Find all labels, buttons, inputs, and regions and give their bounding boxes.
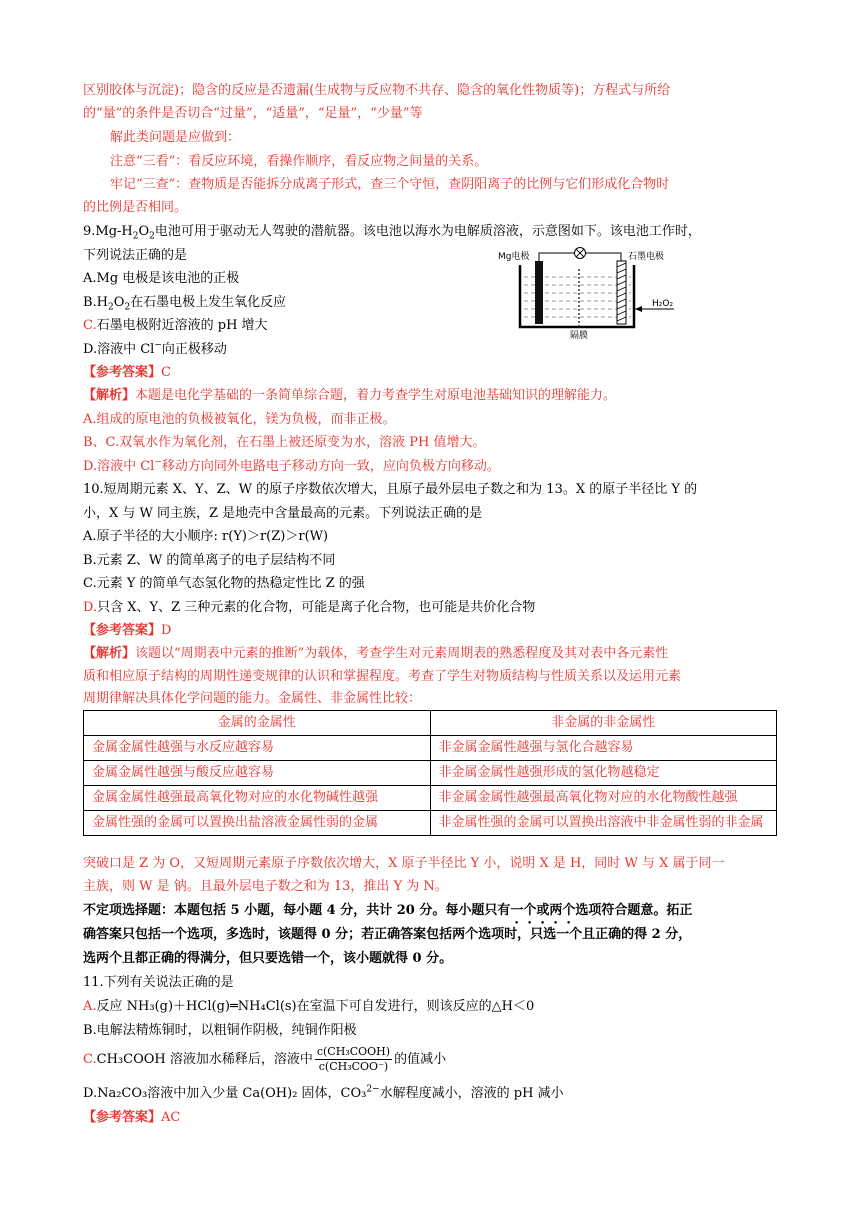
q9-answer: 【参考答案】C (83, 365, 171, 380)
q11-answer: 【参考答案】AC (83, 1110, 181, 1125)
table-row (84, 736, 777, 761)
intro-line-2: 的“量”的条件是否切合“过量”，“适量”，“足量”，“少量”等 (83, 106, 423, 121)
q10-answer: 【参考答案】D (83, 623, 172, 638)
q10-explanation-line-1: 【解析】该题以“周期表中元素的推断”为载体，考查学生对元素周期表的熟悉程度及其对表中各元素性 (83, 646, 669, 661)
q9-option-b: $B.H_2O_2$在石墨电极上发生氧化反应 (83, 295, 287, 313)
q9-explanation-d: D.溶液中 Cl−移动方向同外电路电子移动方向一致，应向负极方向移动。 (83, 457, 500, 474)
membrane-label: 隔膜 (570, 331, 589, 339)
graphite-electrode-label: 石墨电极 (628, 252, 665, 262)
q9-stem-line-2: 下列说法正确的是 (83, 248, 188, 263)
table-cell: 金属金属性越强与酸反应越容易 (84, 761, 431, 786)
intro-line-5: 牢记“三查”：查物质是否能拆分成离子形式，查三个守恒，查阴阳离子的比例与它们形成化合物时 (110, 177, 670, 192)
q9-option-a: A.Mg 电极是该电池的正极 (83, 271, 240, 286)
q10-option-c: C.元素 Y 的简单气态氢化物的热稳定性比 Z 的强 (83, 576, 365, 591)
q10-option-d: D.只含 X、Y、Z 三种元素的化合物，可能是离子化合物，也可能是共价化合物 (83, 600, 536, 615)
q10-stem-line-1: 10.短周期元素 X、Y、Z、W 的原子序数依次增大，且原子最外层电子数之和为 13。X 的原子半径比 Y 的 (83, 482, 698, 497)
battery-diagram (494, 247, 690, 339)
q11-option-a: A.反应 NH₃(g)＋HCl(g)═NH₄Cl(s)在室温下可自发进行，则该反应的△H＜0 (83, 999, 535, 1014)
table-row (84, 761, 777, 786)
q10-breakthrough-line-2: 主族，则 W 是 钠。且最外层电子数之和为 13，推出 Y 为 N。 (83, 879, 448, 894)
q10-option-b: B.元素 Z、W 的简单离子的电子层结构不同 (83, 553, 336, 568)
table-cell: 非金属金属性越强与氢化合越容易 (430, 736, 777, 761)
q11-option-c: C.CH₃COOH 溶液加水稀释后，溶液中 $\frac{\text{c(CH₃COOH)}}{\text{c(CH₃COO⁻)}}$ 的值减小 (83, 1045, 447, 1073)
external-wire (539, 253, 574, 261)
table-header-metal: 金属的金属性 (84, 711, 431, 736)
section-instructions-line-1: 不定项选择题：本题包括 5 小题，每小题 4 分，共计 20 分。每小题只有一个或两个选项符合题意。拓正 (83, 903, 693, 918)
q11-option-b: B.电解法精炼铜时，以粗铜作阴极，纯铜作阳极 (83, 1023, 357, 1038)
intro-line-3: 解此类问题是应做到： (110, 130, 241, 145)
q11-option-d: D.Na₂CO₃溶液中加入少量 Ca(OH)₂ 固体，CO₃$^{2-}$水解程度减小，溶液的 pH 减小 (83, 1084, 564, 1101)
q9-option-d: D.溶液中 Cl−向正极移动 (83, 340, 227, 357)
table-cell: 金属金属性越强最高氧化物对应的水化物碱性越强 (84, 786, 431, 811)
section-instructions-line-2: 确答案只包括一个选项，多选时，该题得 0 分；若正确答案包括两个选项时，只选一个且正确的得 2 分， (83, 927, 692, 942)
property-comparison-table (83, 710, 777, 836)
intro-line-1: 区别胶体与沉淀)；隐含的反应是否遗漏(生成物与反应物不共存、隐含的氧化性物质等)；方程式与所给 (83, 83, 671, 98)
q10-explanation-line-2: 质和相应原子结构的周期性递变规律的认识和掌握程度。考查了学生对物质结构与性质关系以及运用元素 (83, 669, 682, 684)
table-cell: 非金属金属性越强最高氧化物对应的水化物酸性越强 (430, 786, 777, 811)
section-instructions-line-3: 选两个且都正确的得满分，但只要选错一个，该小题就得 0 分。 (83, 951, 453, 966)
q10-breakthrough-line-1: 突破口是 Z 为 O，又短周期元素原子序数依次增大，X 原子半径比 Y 小，说明 X 是 H，同时 W 与 X 属于同一 (83, 856, 725, 871)
q9-explanation-a: A.组成的原电池的负极被氧化，镁为负极，而非正极。 (83, 412, 396, 427)
q9-stem-line-1: $9.Mg-H_2O_2$电池可用于驱动无人驾驶的潜航器。该电池以海水为电解质溶液，示意图如下。该电池工作时， (83, 224, 701, 242)
q9-explanation-bc: B、C.双氧水作为氧化剂，在石墨上被还原变为水，溶液 PH 值增大。 (83, 435, 486, 450)
intro-line-4: 注意“三看”：看反应环境，看操作顺序，看反应物之间量的关系。 (110, 154, 488, 169)
h2o2-label: H₂O₂ (652, 299, 674, 309)
q10-stem-line-2: 小，X 与 W 同主族，Z 是地壳中含量最高的元素。下列说法正确的是 (83, 506, 483, 521)
table-row (84, 811, 777, 836)
q9-explanation: 【解析】本题是电化学基础的一条简单综合题，着力考查学生对原电池基础知识的理解能力。 (83, 388, 617, 403)
intro-line-6: 的比例是否相同。 (83, 200, 188, 215)
q9-option-c: C.石墨电极附近溶液的 pH 增大 (83, 318, 268, 333)
table-cell: 金属金属性越强与水反应越容易 (84, 736, 431, 761)
mg-electrode-label: Mg电极 (498, 252, 530, 262)
table-cell: 非金属性强的金属可以置换出溶液中非金属性弱的非金属 (430, 811, 777, 836)
table-cell: 非金属金属性越强形成的氢化物越稳定 (430, 761, 777, 786)
q10-option-a: A.原子半径的大小顺序: r(Y)＞r(Z)＞r(W) (83, 529, 329, 544)
table-header-row (84, 711, 777, 736)
table-cell: 金属性强的金属可以置换出盐溶液金属性弱的金属 (84, 811, 431, 836)
table-row (84, 786, 777, 811)
ratio-fraction: $\frac{\text{c(CH₃COOH)}}{\text{c(CH₃COO⁻)}}$ (316, 1045, 391, 1073)
table-header-nonmetal: 非金属的非金属性 (430, 711, 777, 736)
mg-electrode (535, 261, 543, 324)
q11-stem: 11.下列有关说法正确的是 (83, 975, 234, 990)
q10-explanation-line-3: 周期律解决具体化学问题的能力。金属性、非金属性比较： (83, 691, 422, 706)
